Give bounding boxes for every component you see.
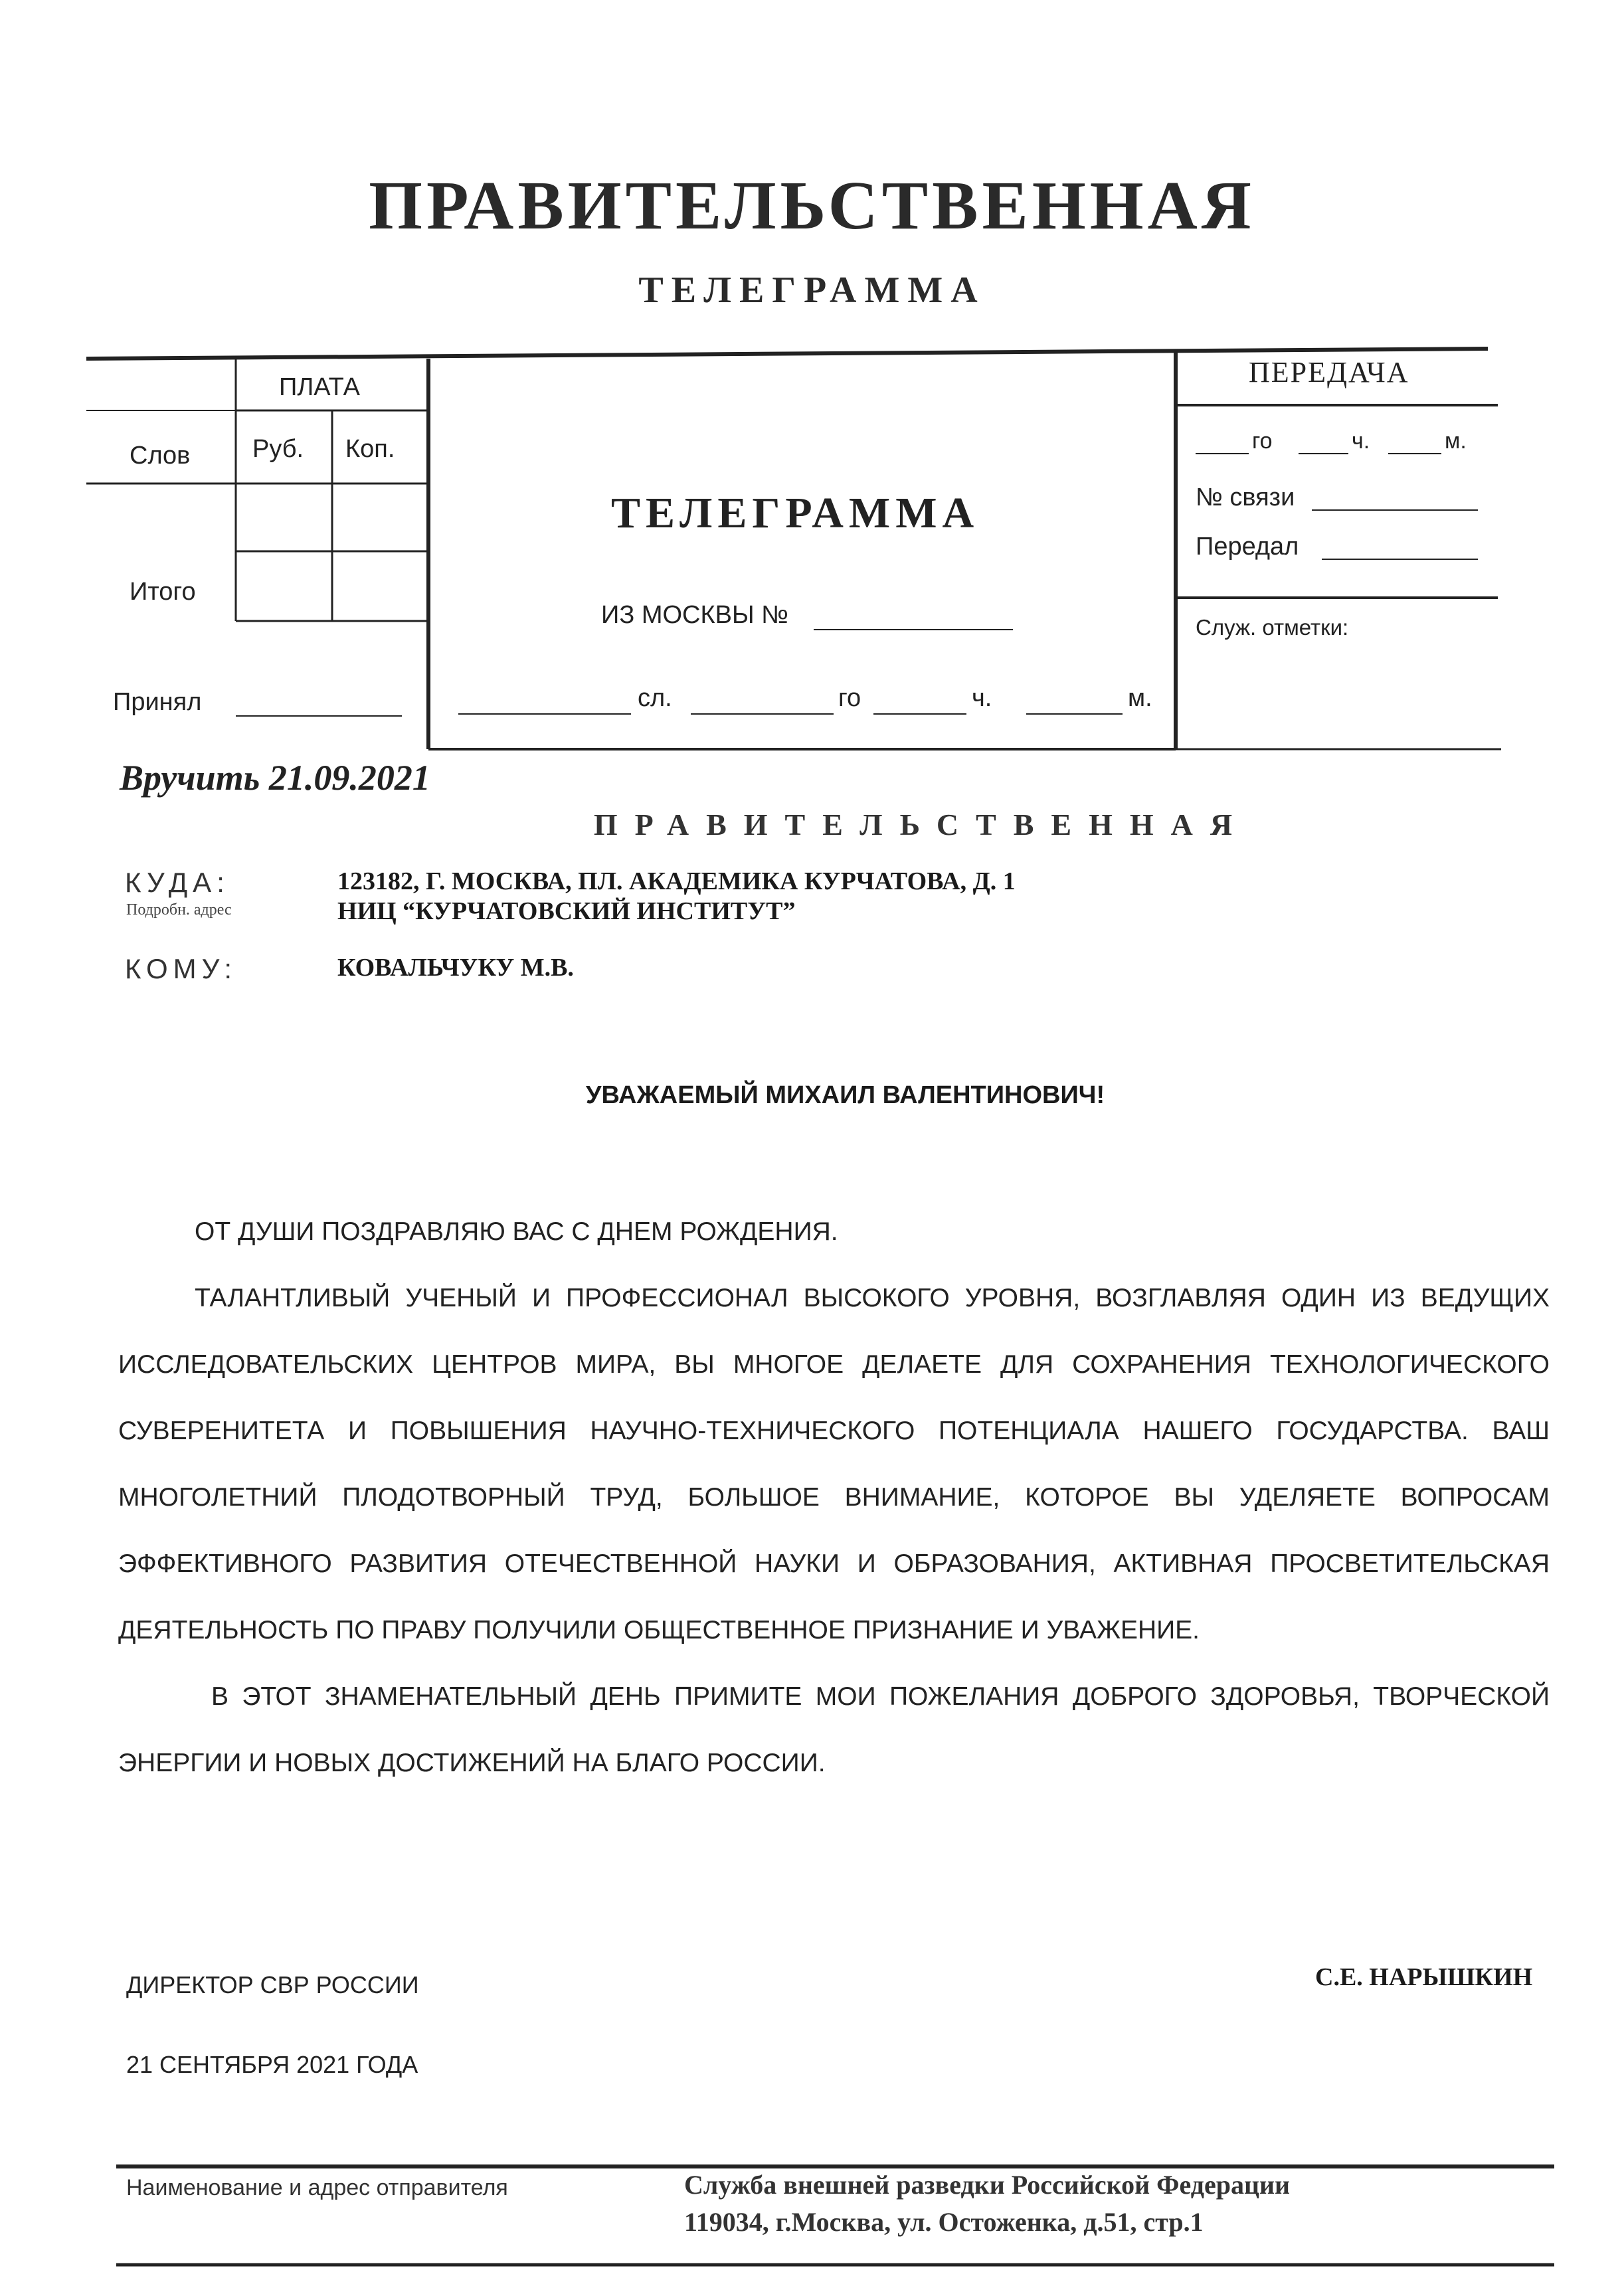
kop-label: Коп.	[345, 435, 395, 463]
m-label: м.	[1128, 684, 1152, 712]
document-subtitle: ТЕЛЕГРАММА	[638, 270, 986, 311]
address-line-2: НИЦ “КУРЧАТОВСКИЙ ИНСТИТУТ”	[337, 897, 796, 925]
sender-label: Наименование и адрес отправителя	[126, 2175, 508, 2200]
peredacha-go-label: го	[1252, 428, 1273, 454]
message-paragraph: ОТ ДУШИ ПОЗДРАВЛЯЮ ВАС С ДНЕМ РОЖДЕНИЯ.	[195, 1217, 838, 1246]
sender-address: 119034, г.Москва, ул. Остоженка, д.51, стр.1	[684, 2207, 1204, 2237]
center-telegram-title: ТЕЛЕГРАММА	[611, 489, 980, 537]
message-body	[118, 1199, 1550, 1797]
sl-label: сл.	[638, 684, 672, 712]
kuda-label: КУДА:	[125, 867, 230, 898]
delivery-date: Вручить 21.09.2021	[120, 758, 430, 798]
ch-label: ч.	[972, 684, 992, 712]
peredacha-m-label: м.	[1445, 428, 1467, 454]
prinyal-label: Принял	[113, 688, 202, 716]
sluzh-otmetki-label: Служ. отметки:	[1196, 615, 1349, 640]
address-detail-label: Подробн. адрес	[126, 901, 232, 919]
document-title: ПРАВИТЕЛЬСТВЕННАЯ	[369, 167, 1255, 244]
message-paragraph: В ЭТОТ ЗНАМЕНАТЕЛЬНЫЙ ДЕНЬ ПРИМИТЕ МОИ ПОЖЕЛАНИЯ ДОБРОГО ЗДОРОВЬЯ, ТВОРЧЕСКОЙ ЭНЕРГИИ И НОВЫХ ДОСТИЖЕНИЙ НА БЛАГО РОССИИ.	[118, 1682, 1550, 1777]
slov-label: Слов	[130, 442, 191, 470]
salutation: УВАЖАЕМЫЙ МИХАИЛ ВАЛЕНТИНОВИЧ!	[585, 1081, 1105, 1109]
signer-position: ДИРЕКТОР СВР РОССИИ	[126, 1971, 419, 1998]
itogo-label: Итого	[130, 578, 196, 606]
signature-date: 21 СЕНТЯБРЯ 2021 ГОДА	[126, 2051, 418, 2078]
peredacha-label: ПЕРЕДАЧА	[1249, 356, 1409, 389]
recipient-name: КОВАЛЬЧУКУ М.В.	[337, 954, 574, 982]
message-paragraph: ТАЛАНТЛИВЫЙ УЧЕНЫЙ И ПРОФЕССИОНАЛ ВЫСОКОГО УРОВНЯ, ВОЗГЛАВЛЯЯ ОДИН ИЗ ВЕДУЩИХ ИССЛЕДОВАТЕЛЬСКИХ ЦЕНТРОВ МИРА, ВЫ МНОГОЕ ДЕЛАЕТЕ ДЛЯ СОХРАНЕНИЯ ТЕХНОЛОГИЧЕСКОГО СУВЕРЕНИТЕТА И ПОВЫШЕНИЯ НАУЧНО-ТЕХНИЧЕСКОГО ПОТЕНЦИАЛА НАШЕГО ГОСУДАРСТВА. ВАШ МНОГОЛЕТНИЙ ПЛОДОТВОРНЫЙ ТРУД, БОЛЬШОЕ ВНИМАНИЕ, КОТОРОЕ ВЫ УДЕЛЯЕТЕ ВОПРОСАМ ЭФФЕКТИВНОГО РАЗВИТИЯ ОТЕЧЕСТВЕННОЙ НАУКИ И ОБРАЗОВАНИЯ, АКТИВНАЯ ПРОСВЕТИТЕЛЬСКАЯ ДЕЯТЕЛЬНОСТЬ ПО ПРАВУ ПОЛУЧИЛИ ОБЩЕСТВЕННОЕ ПРИЗНАНИЕ И УВАЖЕНИЕ.	[118, 1284, 1550, 1644]
komu-label: КОМУ:	[125, 953, 238, 984]
category-label: ПРАВИТЕЛЬСТВЕННАЯ	[593, 808, 1250, 841]
plata-label: ПЛАТА	[279, 373, 360, 401]
sender-name: Служба внешней разведки Российской Федерации	[684, 2170, 1291, 2200]
no-svyazi-label: № связи	[1196, 484, 1295, 511]
from-moscow-label: ИЗ МОСКВЫ №	[601, 601, 788, 629]
peredal-label: Передал	[1196, 533, 1299, 561]
signer-name: С.Е. НАРЫШКИН	[1315, 1963, 1533, 1991]
peredacha-ch-label: ч.	[1352, 428, 1370, 454]
go-label: го	[838, 684, 861, 712]
rub-label: Руб.	[252, 435, 304, 463]
address-line-1: 123182, Г. МОСКВА, ПЛ. АКАДЕМИКА КУРЧАТОВА, Д. 1	[337, 867, 1016, 895]
